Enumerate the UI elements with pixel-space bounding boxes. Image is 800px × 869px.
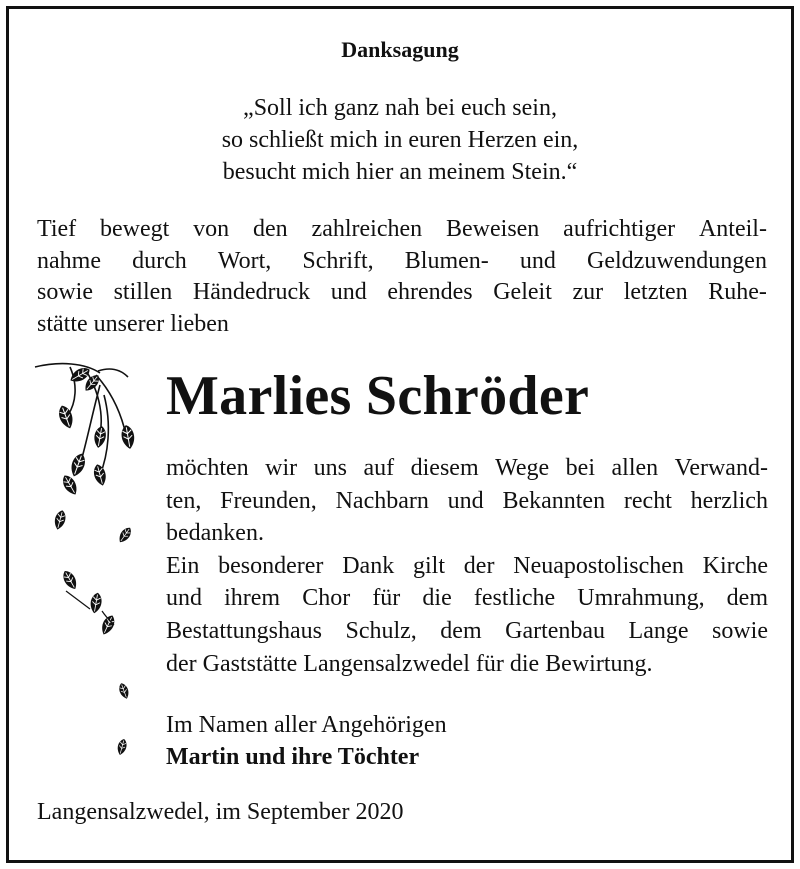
word: Bekannten [502, 487, 606, 514]
word: Ruhe- [708, 279, 767, 305]
word: ten, [166, 487, 202, 514]
intro-line [37, 246, 767, 278]
word: zahlreichen [311, 216, 423, 242]
word: dem [726, 585, 768, 612]
word: von [193, 216, 230, 242]
word: Blumen- [404, 247, 489, 274]
word: sowie [37, 279, 93, 305]
poem-line: „Soll ich ganz nah bei euch sein, [243, 95, 557, 121]
thanks-line [166, 550, 768, 583]
falling-leaves-branch-icon [30, 355, 160, 785]
poem-line: so schließt mich in euren Herzen ein, [221, 127, 579, 153]
thanks-line [166, 582, 768, 615]
thanks-line: der Gaststätte Langensalzwedel für die Bewirtung. [166, 650, 653, 677]
word: und [330, 279, 367, 305]
word: Chor [302, 585, 351, 612]
word: nahme [37, 247, 101, 274]
word: ehrendes [387, 279, 473, 305]
word: gilt [412, 552, 445, 579]
word: besonderer [218, 552, 324, 579]
signers: Martin und ihre Töchter [166, 744, 420, 770]
word: festliche [473, 585, 556, 612]
word: Anteil- [698, 216, 767, 242]
signoff [166, 709, 447, 773]
word: der [463, 552, 495, 579]
word: allen [611, 455, 659, 481]
word: Bestattungshaus [166, 617, 322, 644]
word: Kirche [702, 552, 768, 579]
word: den [253, 216, 288, 242]
intro-line: stätte unserer lieben [37, 310, 229, 337]
word: dem [440, 617, 482, 644]
word: Neuapostolischen [513, 552, 684, 579]
intro-line [37, 277, 767, 309]
word: Umrahmung, [577, 585, 705, 612]
word: uns [313, 455, 347, 481]
word: Dank [342, 552, 395, 579]
word: und [166, 585, 202, 612]
word: möchten [166, 455, 249, 481]
thanks-line [166, 485, 768, 518]
word: die [422, 585, 452, 612]
poem-quote [0, 92, 800, 188]
thanks-line: bedanken. [166, 520, 264, 547]
word: Lange [628, 617, 689, 644]
word: Schulz, [345, 617, 417, 644]
intro-line [37, 214, 767, 246]
word: Geldzuwendungen [587, 247, 767, 274]
word: sowie [712, 617, 768, 644]
word: herzlich [690, 487, 768, 514]
word: Wort, [217, 247, 272, 274]
poem-line: besucht mich hier an meinem Stein.“ [222, 159, 578, 185]
word: wir [265, 455, 298, 481]
word: und [519, 247, 556, 274]
place-date: Langensalzwedel, im September 2020 [37, 799, 404, 825]
word: auf [363, 455, 395, 481]
intro-paragraph [37, 214, 767, 340]
word: ihrem [224, 585, 281, 612]
word: zur [572, 279, 604, 305]
word: und [447, 487, 484, 514]
word: Beweisen [446, 216, 540, 242]
word: bewegt [100, 216, 170, 242]
word: Wege [495, 455, 550, 481]
signoff-line: Im Namen aller Angehörigen [166, 712, 447, 738]
word: Nachbarn [335, 487, 429, 514]
word: Geleit [493, 279, 552, 305]
word: diesem [410, 455, 479, 481]
word: Tief [37, 216, 77, 242]
word: Ein [166, 552, 200, 579]
word: Freunden, [220, 487, 317, 514]
notice-heading: Danksagung [341, 37, 459, 62]
word: letzten [623, 279, 688, 305]
word: stillen [113, 279, 173, 305]
thanks-line [166, 615, 768, 648]
word: Schrift, [302, 247, 374, 274]
word: durch [132, 247, 187, 274]
word: Verwand- [674, 455, 768, 481]
word: recht [623, 487, 672, 514]
word: Gartenbau [505, 617, 606, 644]
thanks-line [166, 452, 768, 485]
deceased-name: Marlies Schröder [166, 365, 590, 427]
word: bei [565, 455, 595, 481]
word: Händedruck [192, 279, 311, 305]
word: aufrichtiger [563, 216, 676, 242]
thanks-paragraph [166, 452, 768, 680]
word: für [372, 585, 401, 612]
